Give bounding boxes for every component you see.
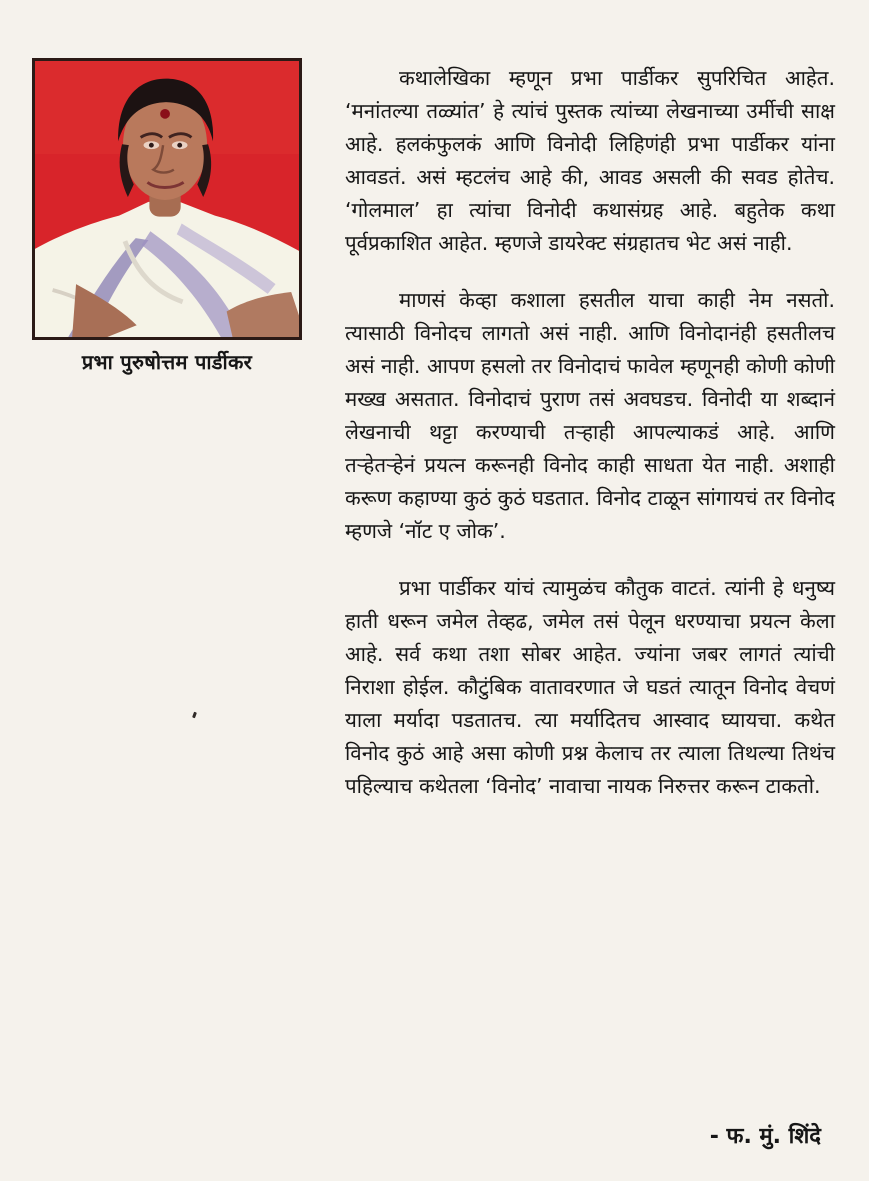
preface-paragraph-2: माणसं केव्हा कशाला हसतील याचा काही नेम नसतो. त्यासाठी विनोदच लागतो असं नाही. आणि विनोदानंही हसतीलच असं नाही. आपण हसलो तर विनोदाचं फावेल म्हणूनही कोणी कोणी मख्ख असतात. विनोदाचं पुराण तसं अवघडच. विनोदी या शब्दानं लेखनाची थट्टा करण्याची तऱ्हाही आपल्याकडं आहे. आणि तऱ्हेतऱ्हेनं प्रयत्न करूनही विनोद काही साधता येत नाही. अशाही करूण कहाण्या कुठं कुठं घडतात. विनोद टाळून सांगायचं तर विनोद म्हणजे ‘नॉट ए जोक’. bbox=[345, 288, 835, 543]
author-name-caption: प्रभा पुरुषोत्तम पार्डीकर bbox=[81, 350, 253, 374]
scan-speck bbox=[192, 712, 197, 719]
preface-paragraph-3: प्रभा पार्डीकर यांचं त्यामुळंच कौतुक वाटतं. त्यांनी हे धनुष्य हाती धरून जमेल तेव्हढ, जमेल तसं पेलून धरण्याचा प्रयत्न केला आहे. सर्व कथा तशा सोबर आहेत. ज्यांना जबर लागतं त्यांची निराशा होईल. कौटुंबिक वातावरणात जे घडतं त्यातून विनोद वेचणं याला मर्यादा पडतातच. त्या मर्यादितच आस्वाद घ्यायचा. कथेत विनोद कुठं आहे असा कोणी प्रश्न केलाच तर त्याला तिथल्या तिथंच पहिल्याच कथेतला ‘विनोद’ नावाचा नायक निरुत्तर करून टाकतो. bbox=[345, 576, 835, 798]
preface-paragraph-1: कथालेखिका म्हणून प्रभा पार्डीकर सुपरिचित आहेत. ‘मनांतल्या तळ्यांत’ हे त्यांचं पुस्तक त्यांच्या लेखनाच्या उर्मीची साक्ष आहे. हलकंफुलकं आणि विनोदी लिहिणंही प्रभा पार्डीकर यांना आवडतं. असं म्हटलंच आहे की, आवड असली की सवड होतेच. ‘गोलमाल’ हा त्यांचा विनोदी कथासंग्रह आहे. बहुतेक कथा पूर्वप्रकाशित आहेत. म्हणजे डायरेक्ट संग्रहातच भेट असं नाही. bbox=[345, 66, 835, 255]
preface-text bbox=[345, 62, 835, 803]
author-portrait-photo bbox=[35, 61, 299, 337]
author-portrait bbox=[32, 58, 302, 340]
preface-signature: - फ. मुं. शिंदे bbox=[709, 1124, 821, 1149]
